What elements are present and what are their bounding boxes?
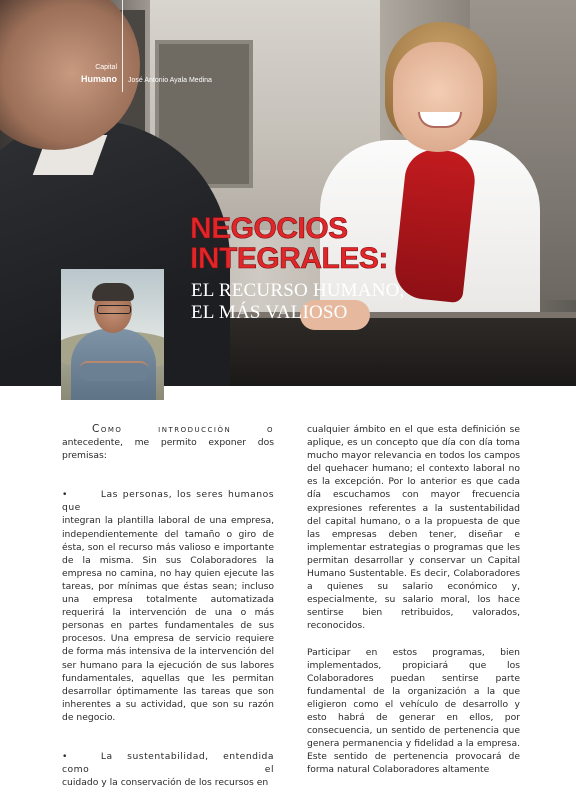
title-line-1: NEGOCIOS bbox=[190, 212, 348, 245]
bullet-2-lead-text: La sustentabilidad, entendida como el bbox=[62, 750, 274, 776]
section-label: Humano bbox=[81, 74, 117, 84]
spacer bbox=[62, 724, 274, 750]
portrait-crossed-arms bbox=[79, 361, 149, 381]
bullet-1-lead-text: Las personas, los seres humanos que bbox=[62, 489, 274, 514]
bullet-1-lead bbox=[62, 488, 274, 514]
portrait-glasses bbox=[97, 305, 131, 314]
section-label-small: Capital bbox=[95, 64, 117, 71]
bullet-2-lead bbox=[62, 750, 274, 776]
bullet-2-paragraph: cuidado y la conservación de los recursos en bbox=[62, 777, 269, 789]
reception-counter bbox=[230, 318, 576, 386]
intro-small-caps: Como introducciòn o bbox=[92, 423, 274, 435]
bullet-marker: • bbox=[62, 489, 68, 501]
paragraph-1: cualquier ámbito en el que esta definición se aplique, es un concepto que día con día toma mucho mayor relevancia en todos los campos del quehacer humano; el contexto laboral no es la excepción. Por lo anterior es que cada día escuchamos con mayor frecuencia expresiones referentes a la sustentabilidad del capital humano, o a la propuesta de que las empresas deben tener, diseñar e implementar estrategias o programas que les permitan desarrollar y conservar un Capital Humano Sustentable. Es decir, Colaboradores a quienes su salario económico y, especialmente, su salario moral, los hace sentirse bien retribuidos, valorados, reconocidos. bbox=[307, 424, 520, 632]
body-column-right bbox=[307, 423, 520, 776]
author-name: José Antonio Ayala Medina bbox=[128, 77, 212, 84]
spacer bbox=[307, 633, 520, 646]
paragraph-2: Participar en estos programas, bien implementados, propiciará que los Colaboradores puedan sentirse parte fundamental de la organización a la que eligieron como el vehículo de desarrollo y esto habrá de generar en ellos, por consecuencia, un sentido de pertenencia que genera permanencia y fidelidad a la empresa. Este sentido de pertenencia provocará de forma natural Colaboradores altamente bbox=[307, 646, 520, 776]
portrait-hair bbox=[92, 283, 134, 301]
receptionist-face bbox=[393, 42, 483, 152]
body-column-left bbox=[62, 423, 274, 789]
header-divider bbox=[122, 0, 123, 92]
subtitle-line-1: EL RECURSO HUMANO, bbox=[191, 280, 405, 301]
author-portrait bbox=[61, 269, 164, 400]
spacer bbox=[62, 462, 274, 488]
intro-paragraph: antecedente, me permito exponer dos premisas: bbox=[62, 437, 274, 462]
bullet-1-paragraph: integran la plantilla laboral de una empresa, independientemente del tamaño o giro de ésta, son el recurso más valioso e importante de la misma. Sin sus Colaboradores la empresa no camina, no hay quien ejecute las tareas, por mínimas que éstas sean; incluso una empresa totalmente automatizada requerirá la intervención de una o más personas en partes fundamentales de sus procesos. Una empresa de servicio requiere de forma más intensiva de la intervención del ser humano para la ejecución de sus labores fundamentales, aquellas que les permitan desarrollar óptimamente las tareas que son inherentes a su actividad, que son su razón de negocio. bbox=[62, 515, 274, 723]
title-line-2: INTEGRALES: bbox=[190, 242, 388, 275]
bullet-marker: • bbox=[62, 750, 68, 762]
subtitle-line-2: EL MÁS VALIOSO bbox=[191, 302, 348, 323]
intro-line bbox=[62, 423, 274, 436]
